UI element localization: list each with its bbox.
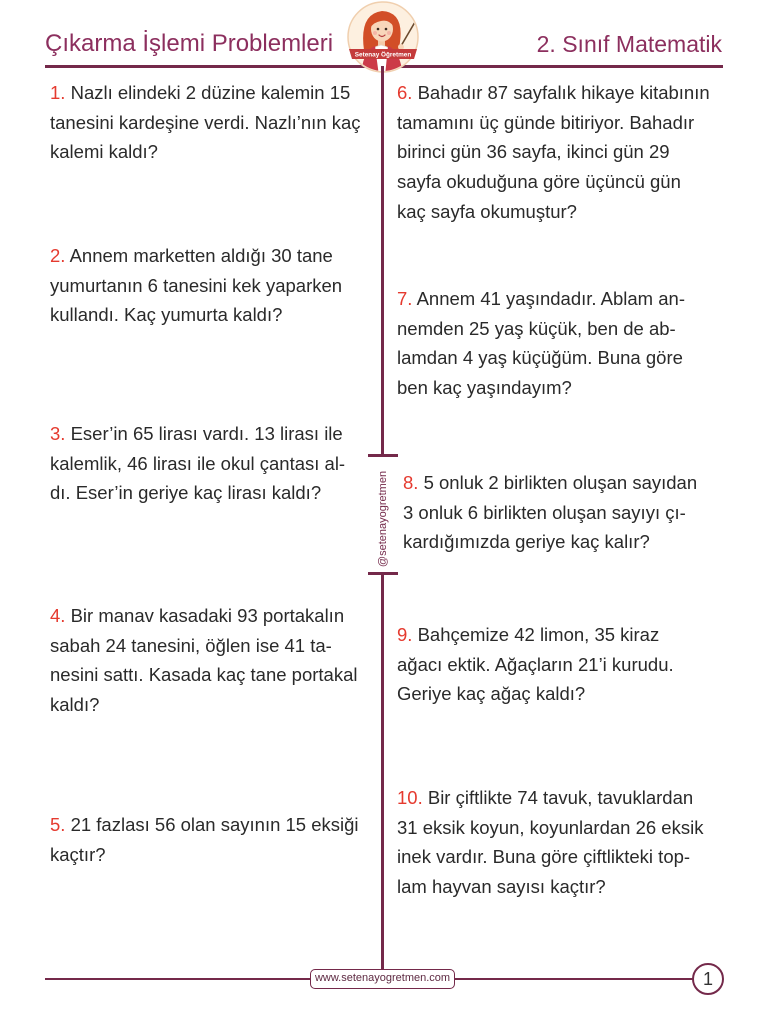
problem-text: Bir çiftlikte 74 tavuk, tavuklardan bbox=[427, 787, 694, 808]
problem-10 bbox=[397, 783, 703, 902]
problem-line bbox=[397, 620, 674, 650]
problem-9 bbox=[397, 620, 674, 709]
problem-line bbox=[50, 419, 345, 449]
problem-line: ben kaç yaşındayım? bbox=[397, 377, 572, 399]
grade-subject-label: 2. Sınıf Matematik bbox=[536, 31, 722, 57]
problem-line bbox=[403, 468, 697, 498]
left-cheek bbox=[373, 31, 377, 35]
column-divider bbox=[381, 66, 384, 455]
problem-5 bbox=[50, 810, 359, 869]
problem-text: 21 fazlası 56 olan sayının 15 eksiği bbox=[70, 814, 359, 835]
problem-line: tamamını üç günde bitiriyor. Bahadır bbox=[397, 111, 695, 133]
problem-line: sayfa okuduğuna göre üçüncü gün bbox=[397, 171, 681, 193]
problem-number: 9. bbox=[397, 624, 413, 645]
problem-line: inek vardır. Buna göre çiftlikteki top- bbox=[397, 846, 691, 868]
problem-line: birinci gün 36 sayfa, ikinci gün 29 bbox=[397, 141, 670, 163]
problem-number: 3. bbox=[50, 423, 66, 444]
problem-3 bbox=[50, 419, 345, 508]
problem-line: 3 onluk 6 birlikten oluşan sayıyı çı- bbox=[403, 501, 686, 523]
problem-line bbox=[397, 78, 710, 108]
problem-8 bbox=[403, 468, 697, 557]
column-divider bbox=[381, 573, 384, 979]
problem-line: 31 eksik koyun, koyunlardan 26 eksik bbox=[397, 816, 704, 838]
problem-text: Annem marketten aldığı 30 tane bbox=[69, 245, 333, 266]
problem-7 bbox=[397, 284, 685, 403]
problem-text: Bir manav kasadaki 93 portakalın bbox=[70, 605, 345, 626]
problem-line bbox=[50, 810, 359, 840]
page-number-badge: 1 bbox=[692, 963, 724, 995]
problem-2 bbox=[50, 241, 342, 330]
problem-line bbox=[397, 783, 703, 813]
problem-number: 2. bbox=[50, 245, 66, 266]
problem-text: Bahçemize 42 limon, 35 kiraz bbox=[417, 624, 660, 645]
problem-text: Annem 41 yaşındadır. Ablam an- bbox=[416, 288, 685, 309]
left-eye bbox=[377, 28, 380, 31]
problem-line: yumurtanın 6 tanesini kek yaparken bbox=[50, 274, 343, 296]
problem-line: lamdan 4 yaş küçüğüm. Buna göre bbox=[397, 347, 683, 369]
problem-line: kardığımızda geriye kaç kalır? bbox=[403, 531, 650, 553]
problem-text: 5 onluk 2 birlikten oluşan sayıdan bbox=[423, 472, 698, 493]
problem-line bbox=[50, 241, 342, 271]
problem-line bbox=[50, 78, 361, 108]
problem-line: kullandı. Kaç yumurta kaldı? bbox=[50, 304, 283, 326]
problem-line: kaçtır? bbox=[50, 843, 106, 865]
problem-line: kalemi kaldı? bbox=[50, 141, 158, 163]
problem-line: sabah 24 tanesini, öğlen ise 41 ta- bbox=[50, 634, 332, 656]
problem-number: 10. bbox=[397, 787, 423, 808]
problem-line bbox=[50, 601, 358, 631]
problem-line: nemden 25 yaş küçük, ben de ab- bbox=[397, 317, 676, 339]
problem-number: 7. bbox=[397, 288, 413, 309]
social-handle: @setenayogretmen bbox=[377, 470, 389, 568]
problem-line bbox=[397, 284, 685, 314]
problem-line: ağacı ektik. Ağaçların 21’i kurudu. bbox=[397, 653, 674, 675]
logo-banner-text: Setenay Öğretmen bbox=[354, 51, 412, 59]
problem-line: kalemlik, 46 lirası ile okul çantası al- bbox=[50, 452, 346, 474]
problem-text: Bahadır 87 sayfalık hikaye kitabının bbox=[417, 82, 710, 103]
problem-line: kaldı? bbox=[50, 694, 100, 716]
website-link[interactable]: www.setenayogretmen.com bbox=[310, 969, 455, 989]
problem-6 bbox=[397, 78, 710, 227]
problem-number: 8. bbox=[403, 472, 419, 493]
problem-line: nesini sattı. Kasada kaç tane portakal bbox=[50, 664, 358, 686]
right-cheek bbox=[387, 31, 391, 35]
right-eye bbox=[385, 28, 388, 31]
problem-line: kaç sayfa okumuştur? bbox=[397, 200, 577, 222]
problem-line: lam hayvan sayısı kaçtır? bbox=[397, 876, 606, 898]
worksheet-title: Çıkarma İşlemi Problemleri bbox=[45, 30, 334, 57]
problem-1 bbox=[50, 78, 361, 167]
problem-line: tanesini kardeşine verdi. Nazlı’nın kaç bbox=[50, 111, 361, 133]
column-divider-tick bbox=[368, 454, 398, 457]
problem-text: Eser’in 65 lirası vardı. 13 lirası ile bbox=[70, 423, 343, 444]
problem-number: 5. bbox=[50, 814, 66, 835]
problem-4 bbox=[50, 601, 358, 720]
problem-line: Geriye kaç ağaç kaldı? bbox=[397, 683, 586, 705]
problem-number: 1. bbox=[50, 82, 66, 103]
problem-number: 6. bbox=[397, 82, 413, 103]
problem-text: Nazlı elindeki 2 düzine kalemin 15 bbox=[70, 82, 351, 103]
problem-line: dı. Eser’in geriye kaç lirası kaldı? bbox=[50, 482, 322, 504]
problem-number: 4. bbox=[50, 605, 66, 626]
teacher-logo bbox=[343, 0, 423, 76]
